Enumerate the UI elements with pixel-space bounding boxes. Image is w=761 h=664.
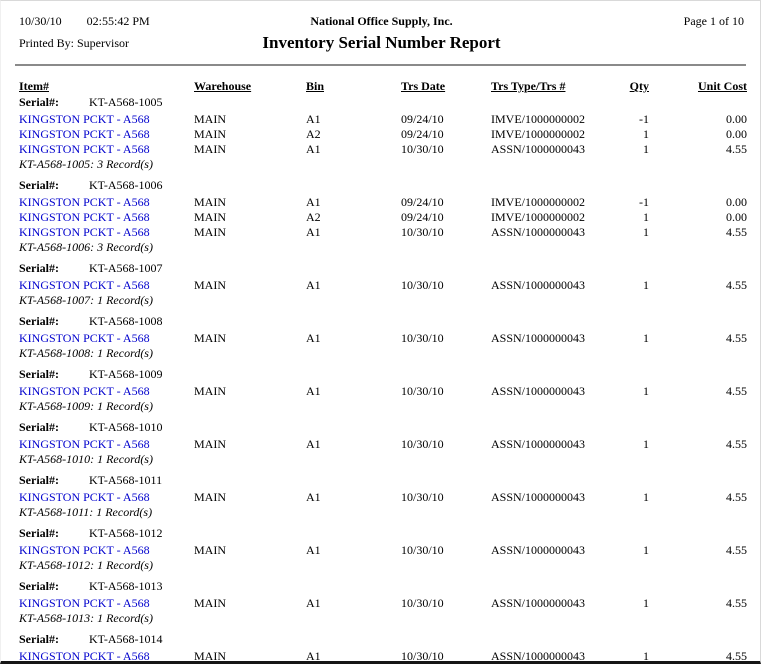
record-row [1,384,760,398]
record-rows [1,490,760,504]
trs-date-cell: 10/30/10 [401,437,444,451]
warehouse-cell: MAIN [194,142,226,156]
report-header [1,1,760,57]
serial-label: Serial#: [19,261,59,275]
block-footer: KT-A568-1013: 1 Record(s) [19,611,153,625]
trs-date-cell: 10/30/10 [401,142,444,156]
trs-date-cell: 10/30/10 [401,490,444,504]
record-rows [1,278,760,292]
item-link[interactable]: KINGSTON PCKT - A568 [19,490,150,504]
trs-type-cell: IMVE/1000000002 [491,210,585,224]
serial-blocks [1,95,760,663]
printed-by: Printed By: Supervisor [19,36,129,50]
serial-value: KT-A568-1012 [89,526,163,540]
record-row [1,437,760,451]
record-rows [1,384,760,398]
trs-date-cell: 10/30/10 [401,543,444,557]
warehouse-cell: MAIN [194,331,226,345]
item-link[interactable]: KINGSTON PCKT - A568 [19,142,150,156]
bin-cell: A1 [306,278,321,292]
qty-cell: 1 [643,331,649,345]
serial-value: KT-A568-1010 [89,420,163,434]
block-footer: KT-A568-1007: 1 Record(s) [19,293,153,307]
warehouse-cell: MAIN [194,490,226,504]
serial-value: KT-A568-1009 [89,367,163,381]
trs-type-cell: ASSN/1000000043 [491,490,586,504]
column-header-unit-cost: Unit Cost [697,79,747,93]
serial-line [1,367,760,381]
serial-value: KT-A568-1008 [89,314,163,328]
item-link[interactable]: KINGSTON PCKT - A568 [19,278,150,292]
record-rows [1,195,760,239]
qty-cell: 1 [643,437,649,451]
serial-line [1,95,760,109]
unit-cost-cell: 0.00 [726,195,747,209]
trs-date-cell: 10/30/10 [401,331,444,345]
bin-cell: A1 [306,437,321,451]
trs-date-cell: 10/30/10 [401,649,444,663]
serial-block [1,473,760,519]
serial-value: KT-A568-1005 [89,95,163,109]
block-footer: KT-A568-1012: 1 Record(s) [19,558,153,572]
record-row [1,225,760,239]
header-line-1 [19,14,744,33]
record-rows [1,596,760,610]
item-link[interactable]: KINGSTON PCKT - A568 [19,331,150,345]
unit-cost-cell: 4.55 [726,278,747,292]
item-link[interactable]: KINGSTON PCKT - A568 [19,384,150,398]
serial-block [1,526,760,572]
bin-cell: A2 [306,210,321,224]
bin-cell: A1 [306,649,321,663]
serial-block [1,420,760,466]
qty-cell: 1 [643,649,649,663]
bin-cell: A1 [306,112,321,126]
serial-line [1,579,760,593]
serial-line [1,178,760,192]
warehouse-cell: MAIN [194,195,226,209]
trs-type-cell: ASSN/1000000043 [491,331,586,345]
bin-cell: A1 [306,195,321,209]
record-row [1,112,760,126]
trs-date-cell: 09/24/10 [401,195,444,209]
trs-type-cell: IMVE/1000000002 [491,112,585,126]
unit-cost-cell: 0.00 [726,210,747,224]
record-rows [1,112,760,156]
qty-cell: 1 [643,596,649,610]
item-link[interactable]: KINGSTON PCKT - A568 [19,596,150,610]
record-rows [1,331,760,345]
record-rows [1,437,760,451]
trs-date-cell: 09/24/10 [401,127,444,141]
block-footer: KT-A568-1008: 1 Record(s) [19,346,153,360]
unit-cost-cell: 0.00 [726,127,747,141]
qty-cell: 1 [643,490,649,504]
record-row [1,649,760,663]
bin-cell: A1 [306,142,321,156]
block-footer: KT-A568-1011: 1 Record(s) [19,505,153,519]
serial-line [1,526,760,540]
unit-cost-cell: 4.55 [726,331,747,345]
qty-cell: 1 [643,384,649,398]
record-row [1,596,760,610]
qty-cell: 1 [643,210,649,224]
qty-cell: 1 [643,142,649,156]
block-footer: KT-A568-1009: 1 Record(s) [19,399,153,413]
trs-type-cell: ASSN/1000000043 [491,649,586,663]
item-link[interactable]: KINGSTON PCKT - A568 [19,437,150,451]
record-row [1,331,760,345]
record-row [1,278,760,292]
bin-cell: A1 [306,543,321,557]
block-footer: KT-A568-1010: 1 Record(s) [19,452,153,466]
serial-block [1,95,760,171]
serial-block [1,632,760,663]
bin-cell: A2 [306,127,321,141]
serial-block [1,261,760,307]
unit-cost-cell: 4.55 [726,543,747,557]
serial-value: KT-A568-1007 [89,261,163,275]
block-footer: KT-A568-1005: 3 Record(s) [19,157,153,171]
warehouse-cell: MAIN [194,225,226,239]
serial-label: Serial#: [19,367,59,381]
trs-type-cell: ASSN/1000000043 [491,278,586,292]
serial-value: KT-A568-1014 [89,632,163,646]
serial-block [1,314,760,360]
header-line-2 [19,33,744,57]
qty-cell: -1 [639,112,649,126]
warehouse-cell: MAIN [194,649,226,663]
column-header-bin: Bin [306,79,325,93]
qty-cell: 1 [643,225,649,239]
bin-cell: A1 [306,596,321,610]
record-rows [1,649,760,663]
item-link[interactable]: KINGSTON PCKT - A568 [19,127,150,141]
record-row [1,195,760,209]
column-header-item: Item# [19,79,49,93]
warehouse-cell: MAIN [194,210,226,224]
serial-block [1,579,760,625]
serial-line [1,473,760,487]
warehouse-cell: MAIN [194,278,226,292]
qty-cell: -1 [639,195,649,209]
serial-block [1,367,760,413]
column-header-qty: Qty [629,79,649,93]
serial-label: Serial#: [19,95,59,109]
trs-type-cell: ASSN/1000000043 [491,437,586,451]
trs-date-cell: 10/30/10 [401,278,444,292]
report-title: Inventory Serial Number Report [262,33,501,52]
trs-type-cell: ASSN/1000000043 [491,225,586,239]
warehouse-cell: MAIN [194,127,226,141]
unit-cost-cell: 0.00 [726,112,747,126]
warehouse-cell: MAIN [194,437,226,451]
trs-date-cell: 09/24/10 [401,210,444,224]
record-row [1,127,760,141]
header-divider [15,64,746,66]
serial-value: KT-A568-1013 [89,579,163,593]
item-link[interactable]: KINGSTON PCKT - A568 [19,543,150,557]
column-header-trs-type: Trs Type/Trs # [491,79,566,93]
trs-type-cell: IMVE/1000000002 [491,195,585,209]
record-row [1,142,760,156]
print-date: 10/30/10 [19,14,62,28]
serial-label: Serial#: [19,314,59,328]
record-rows [1,543,760,557]
serial-line [1,314,760,328]
trs-type-cell: ASSN/1000000043 [491,384,586,398]
warehouse-cell: MAIN [194,543,226,557]
trs-date-cell: 10/30/10 [401,225,444,239]
record-row [1,543,760,557]
bin-cell: A1 [306,384,321,398]
serial-line [1,261,760,275]
print-time: 02:55:42 PM [86,14,150,28]
qty-cell: 1 [643,543,649,557]
record-row [1,490,760,504]
unit-cost-cell: 4.55 [726,142,747,156]
qty-cell: 1 [643,278,649,292]
warehouse-cell: MAIN [194,596,226,610]
column-header-row [1,79,760,93]
serial-label: Serial#: [19,473,59,487]
trs-date-cell: 10/30/10 [401,384,444,398]
item-link[interactable]: KINGSTON PCKT - A568 [19,210,150,224]
trs-type-cell: ASSN/1000000043 [491,596,586,610]
column-header-trs-date: Trs Date [401,79,446,93]
serial-label: Serial#: [19,526,59,540]
serial-label: Serial#: [19,579,59,593]
unit-cost-cell: 4.55 [726,384,747,398]
unit-cost-cell: 4.55 [726,596,747,610]
bin-cell: A1 [306,225,321,239]
serial-line [1,420,760,434]
item-link[interactable]: KINGSTON PCKT - A568 [19,112,150,126]
company-name: National Office Supply, Inc. [310,14,453,28]
column-header-warehouse: Warehouse [194,79,252,93]
bin-cell: A1 [306,331,321,345]
item-link[interactable]: KINGSTON PCKT - A568 [19,649,150,663]
unit-cost-cell: 4.55 [726,490,747,504]
trs-type-cell: ASSN/1000000043 [491,543,586,557]
trs-date-cell: 09/24/10 [401,112,444,126]
item-link[interactable]: KINGSTON PCKT - A568 [19,195,150,209]
trs-date-cell: 10/30/10 [401,596,444,610]
block-footer: KT-A568-1006: 3 Record(s) [19,240,153,254]
unit-cost-cell: 4.55 [726,437,747,451]
trs-type-cell: IMVE/1000000002 [491,127,585,141]
serial-block [1,178,760,254]
serial-label: Serial#: [19,178,59,192]
unit-cost-cell: 4.55 [726,649,747,663]
trs-type-cell: ASSN/1000000043 [491,142,586,156]
record-row [1,210,760,224]
unit-cost-cell: 4.55 [726,225,747,239]
serial-line [1,632,760,646]
item-link[interactable]: KINGSTON PCKT - A568 [19,225,150,239]
serial-value: KT-A568-1011 [89,473,163,487]
page-number: Page 1 of 10 [683,14,744,28]
serial-label: Serial#: [19,632,59,646]
serial-value: KT-A568-1006 [89,178,163,192]
warehouse-cell: MAIN [194,112,226,126]
serial-label: Serial#: [19,420,59,434]
warehouse-cell: MAIN [194,384,226,398]
bin-cell: A1 [306,490,321,504]
qty-cell: 1 [643,127,649,141]
